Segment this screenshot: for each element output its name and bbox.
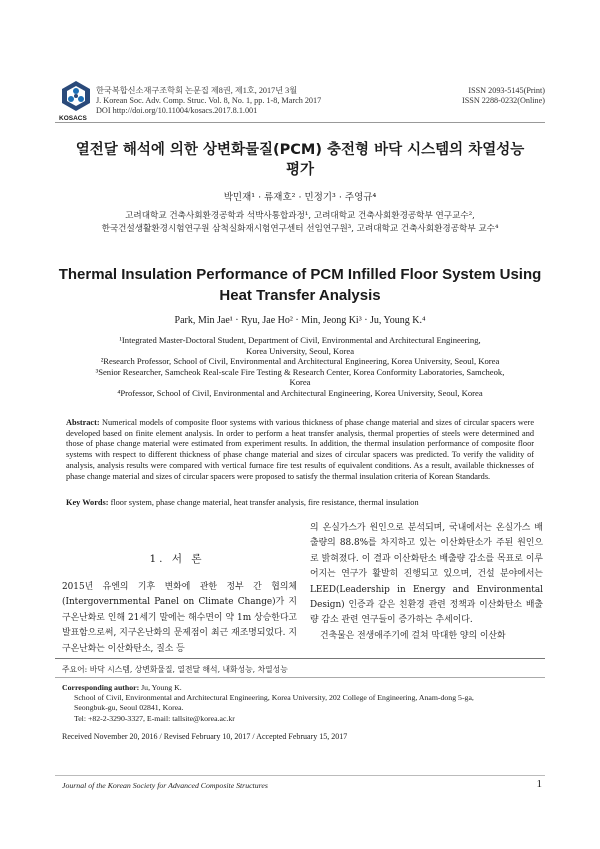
abstract-label: Abstract: [66,418,100,427]
corresponding-name: Ju, Young K. [141,683,182,692]
right-column-para: 의 온실가스가 원인으로 분석되며, 국내에서는 온실가스 배출량의 88.8%를 차지하고 있는 이산화탄소가 주된 원인으로 밝혀졌다. 이 결과 이산화탄소 배출량 감소를 목표로 이루어지는 연구가 활발히 진행되고 있으며, 건설 분야에서는 LEED(Leadership in Energy and Environmental Design) 인증과 같은 친환경 관련 정책과 이산화탄소 배출량 감소 관련 연구들이 증가하는 추세이다. [310,523,543,626]
corresponding-address-line: School of Civil, Environmental and Architectural Engineering, Korea University, 202 College of Engineering, Anam-dong 5-ga, [74,693,474,703]
footer-rule [55,775,545,776]
title-en-line1: Thermal Insulation Performance of PCM Infilled Floor System Using [58,266,542,283]
authors-kr: 박민재¹ · 류재호² · 민정기³ · 주영규⁴ [223,192,377,203]
received-dates: Received November 20, 2016 / Revised February 10, 2017 / Accepted February 15, 2017 [62,732,348,741]
right-column-para: 건축물은 전생애주기에 걸쳐 막대한 양의 이산화 [320,630,506,641]
footnote-divider [55,677,545,678]
corresponding-label: Corresponding author: [62,683,140,692]
corresponding-contact: Tel: +82-2-3290-3327, E-mail: tallsite@korea.ac.kr [74,713,235,723]
paper-title-en [40,264,560,306]
keywords-label: Key Words: [66,498,109,507]
affiliation-en-line: ²Research Professor, School of Civil, Environmental and Architectural Engineering, Korea University, Seoul, Korea [100,356,500,366]
journal-info [96,86,346,116]
logo-text: KOSACS [59,115,87,122]
issn-online: ISSN 2288-0232(Online) [461,96,545,105]
section-heading-introduction: 1. 서 론 [149,553,205,565]
issn-print: ISSN 2093-5145(Print) [468,86,545,95]
title-kr-line2: 평가 [285,162,314,178]
journal-name-en: J. Korean Soc. Adv. Comp. Struc. Vol. 8, No. 1, pp. 1-8, March 2017 [96,96,322,105]
abstract [66,418,534,482]
journal-name-kr: 한국복합신소재구조학회 논문집 제8권, 제1호, 2017년 3월 [96,86,298,95]
journal-logo [60,80,92,120]
title-kr-line1: 열전달 해석에 의한 상변화물질(PCM) 충전형 바닥 시스템의 차열성능 [75,142,525,158]
affiliation-kr-line: 한국건설생활환경시험연구원 삼척실화재시험연구센터 선임연구원³, 고려대학교 건축사회환경공학부 교수⁴ [101,224,499,234]
issn-info [420,86,545,106]
corresponding-author [62,683,542,724]
footer-journal-name: Journal of the Korean Society for Advanced Composite Structures [62,781,268,790]
right-column [310,521,543,644]
keywords-kr-text: 바닥 시스템, 상변화물질, 열전달 해석, 내화성능, 차열성능 [89,665,288,674]
affiliation-en-line: ⁴Professor, School of Civil, Environmental and Architectural Engineering, Korea University, Seoul, Korea [117,387,483,398]
affiliation-en-line: ³Senior Researcher, Samcheok Real-scale Fire Testing & Research Center, Korea Conformity Laboratories, Samcheok, [95,366,505,377]
affiliation-en-line: Korea University, Seoul, Korea [245,345,355,356]
title-en-line2: Heat Transfer Analysis [219,287,381,304]
page-number: 1 [536,778,542,790]
affiliation-en-line: ¹Integrated Master-Doctoral Student, Department of Civil, Environmental and Architectural Engineering, [119,335,481,345]
keywords [66,498,534,509]
authors-en: Park, Min Jae¹ · Ryu, Jae Ho² · Min, Jeong Ki³ · Ju, Young K.⁴ [174,315,426,326]
doi-link[interactable]: DOI http://doi.org/10.11004/kosacs.2017.8.1.001 [96,106,258,115]
header-rule [55,122,545,123]
affiliations-kr [40,210,560,236]
left-column-text: 2015년 유엔의 기후 변화에 관한 정부 간 협의체(Intergovernmental Panel on Climate Change)가 지구온난화로 인해 21세기 말에는 해수면이 약 1m 상승한다고 발표함으로써, 지구온난화의 문제점이 최근 재조명되었다. 지구온난화는 이산화탄소, 질소 등 [62,582,297,654]
keywords-text: floor system, phase change material, heat transfer analysis, fire resistance, thermal insulation [110,498,419,507]
affiliations-en [60,335,540,398]
footnote-rule [55,658,545,659]
corresponding-address-line: Seongbuk-gu, Seoul 02841, Korea. [74,703,184,713]
keywords-kr-label: 주요어: [62,665,88,674]
affiliation-kr-line: 고려대학교 건축사회환경공학과 석박사통합과정¹, 고려대학교 건축사회환경공학부 연구교수², [125,211,475,221]
kosacs-logo-icon [60,80,92,112]
affiliation-en-line: Korea [289,377,311,387]
paper-title-kr [40,140,560,180]
keywords-kr [62,664,542,675]
abstract-text: Numerical models of composite floor systems with various thickness of phase change material and sizes of circular spacers were developed based on finite element analysis. In order to perform a heat transfer analysis, thermal properties of steels were determined and those of phase change material were estimated from experiment results. In addition, the thermal insulation performance of composite floor systems with respect to different thickness of phase change material and sizes of circular spacers was predicted. To verify the validity of analysis, analysis results were compared with vertical furnace fire test results of equivalent conditions. As a result, available thicknesses of phase change material and sizes of circular spacers were proposed to satisfy the thermal insulation criteria of Korean Standards. [66,418,535,481]
